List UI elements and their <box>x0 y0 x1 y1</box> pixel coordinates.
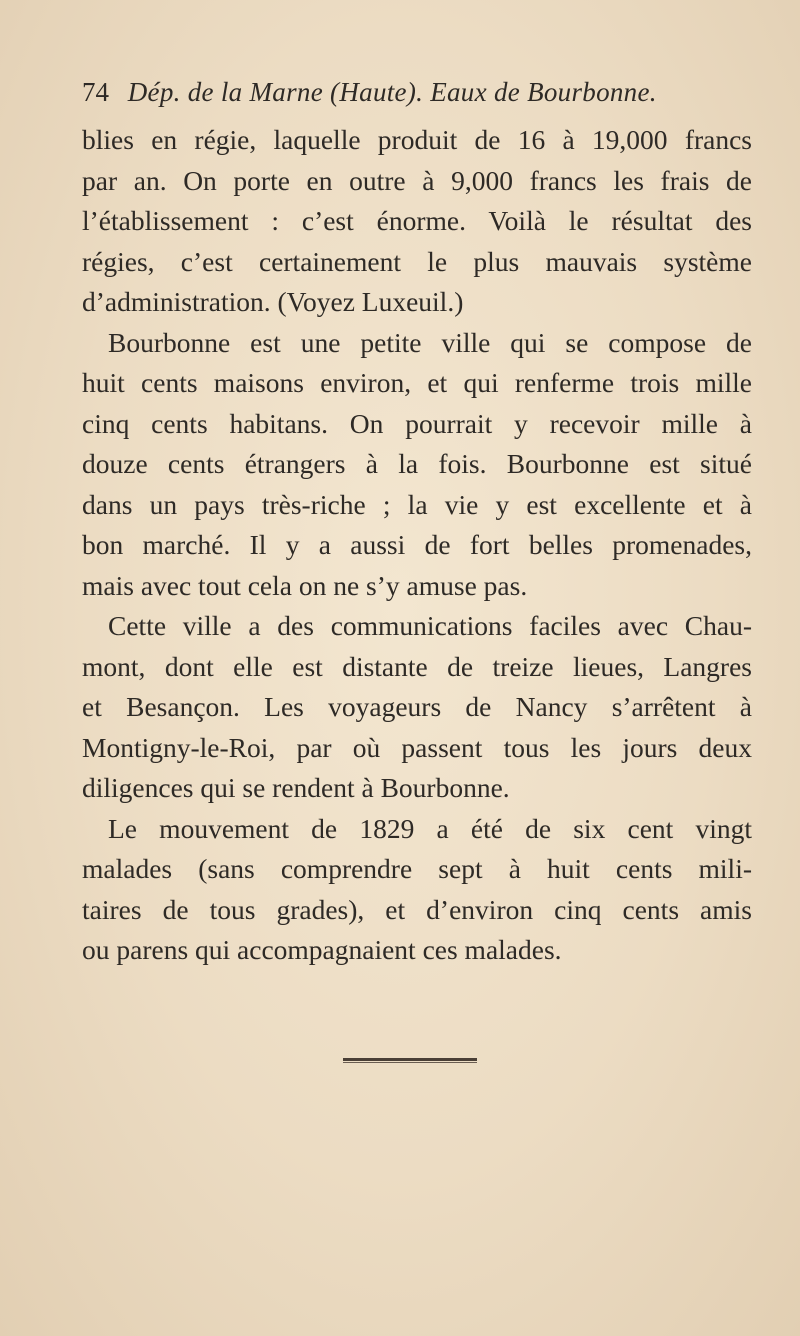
text-line: régies, c’est certainement le plus mauvais système <box>82 245 752 277</box>
running-head-title: Dép. de la Marne (Haute). Eaux de Bourbonne. <box>127 77 657 107</box>
text-line: l’établissement : c’est énorme. Voilà le résultat des <box>82 205 752 236</box>
section-end-rule <box>343 1058 477 1061</box>
text-line: Cette ville a des communications faciles avec Chau- <box>108 610 752 641</box>
text-line: taires de tous grades), et d’environ cinq cents amis <box>82 893 752 925</box>
text-line: dans un pays très-riche ; la vie y est excellente et à <box>82 488 752 520</box>
text-line: diligences qui se rendent à Bourbonne. <box>82 772 510 803</box>
text-line: par an. On porte en outre à 9,000 francs les frais de <box>82 164 752 196</box>
text-line: d’administration. (Voyez Luxeuil.) <box>82 286 464 317</box>
page-number: 74 <box>82 77 109 107</box>
text-line: cinq cents habitans. On pourrait y recevoir mille à <box>82 407 752 439</box>
text-line: bon marché. Il y a aussi de fort belles promenades, <box>82 529 752 560</box>
text-line: blies en régie, laquelle produit de 16 à 19,000 francs <box>82 124 752 155</box>
text-line: mais avec tout cela on ne s’y amuse pas. <box>82 569 528 601</box>
text-line: mont, dont elle est distante de treize lieues, Langres <box>82 650 752 682</box>
running-head <box>82 72 752 112</box>
text-line: douze cents étrangers à la fois. Bourbonne est situé <box>82 448 752 479</box>
text-line: ou parens qui accompagnaient ces malades. <box>82 934 562 965</box>
text-line: Bourbonne est une petite ville qui se compose de <box>108 326 752 358</box>
text-line: Montigny-le-Roi, par où passent tous les jours deux <box>82 731 752 763</box>
body-text <box>82 120 752 971</box>
text-line: malades (sans comprendre sept à huit cents mili- <box>82 853 752 884</box>
text-line: huit cents maisons environ, et qui renferme trois mille <box>82 367 752 398</box>
text-line: et Besançon. Les voyageurs de Nancy s’arrêtent à <box>82 691 752 722</box>
text-line: Le mouvement de 1829 a été de six cent vingt <box>108 812 752 844</box>
